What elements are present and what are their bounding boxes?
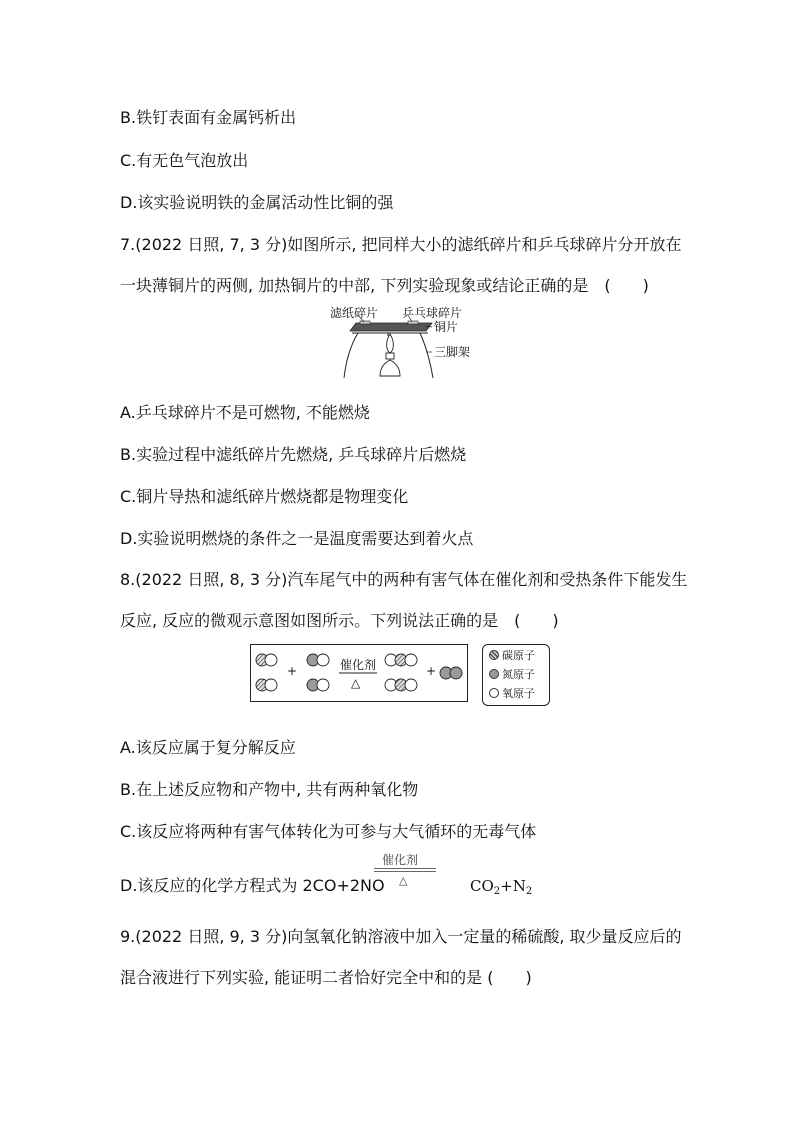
- co-molecule: [256, 654, 277, 691]
- option-c-q6: C.有无色气泡放出: [120, 151, 249, 170]
- question-7-line-1: 7.(2022 日照, 7, 3 分)如图所示, 把同样大小的滤纸碎片和乒乓球碎片分开放在: [120, 235, 682, 254]
- legend-carbon: 碳原子: [489, 649, 535, 663]
- option-b-q7: B.实验过程中滤纸碎片先燃烧, 乒乓球碎片后燃烧: [120, 445, 467, 464]
- equation-catalyst: 催化剂: [382, 853, 419, 867]
- reaction-box: [250, 644, 468, 702]
- carbon-atom-icon: [489, 650, 499, 660]
- question-8-line-1: 8.(2022 日照, 8, 3 分)汽车尾气中的两种有害气体在催化剂和受热条件下能发生: [120, 570, 688, 589]
- equation-products: $CO_2+N_2$: [470, 877, 533, 897]
- legend-box: [482, 644, 550, 706]
- nitrogen-atom-icon: [489, 669, 499, 679]
- equation-line-2: [374, 871, 436, 872]
- figure-q8-reaction-diagram: [250, 644, 550, 706]
- question-9-line-1: 9.(2022 日照, 9, 3 分)向氢氧化钠溶液中加入一定量的稀硫酸, 取少量反应后的: [120, 927, 682, 946]
- label-pingpong: 乒乓球碎片: [402, 306, 463, 320]
- plus-sign-1: +: [287, 664, 298, 678]
- option-a-q8: A.该反应属于复分解反应: [120, 738, 296, 757]
- figure-q7-apparatus: [328, 306, 478, 380]
- label-filter-paper: 滤纸碎片: [330, 306, 379, 320]
- n2-molecule: [440, 667, 462, 679]
- oxygen-atom-icon: [489, 688, 499, 698]
- option-d-q6: D.该实验说明铁的金属活动性比铜的强: [120, 193, 394, 212]
- label-tripod: 三脚架: [434, 345, 471, 359]
- no-molecule: [307, 654, 329, 691]
- legend-nitrogen: 氮原子: [489, 668, 535, 682]
- legend-oxygen: 氧原子: [489, 687, 535, 701]
- equation-heat: △: [399, 874, 408, 887]
- option-c-q8: C.该反应将两种有害气体转化为可参与大气循环的无毒气体: [120, 822, 537, 841]
- question-9-line-2: 混合液进行下列实验, 能证明二者恰好完全中和的是 ( ): [120, 968, 532, 987]
- plus-sign-2: +: [426, 664, 437, 678]
- option-c-q7: C.铜片导热和滤纸碎片燃烧都是物理变化: [120, 487, 409, 506]
- option-b-q6: B.铁钉表面有金属钙析出: [120, 108, 297, 127]
- question-7-line-2: 一块薄铜片的两侧, 加热铜片的中部, 下列实验现象或结论正确的是 ( ): [120, 276, 649, 295]
- question-8-line-2: 反应, 反应的微观示意图如图所示。下列说法正确的是 ( ): [120, 611, 559, 630]
- option-b-q8: B.在上述反应物和产物中, 共有两种氧化物: [120, 780, 419, 799]
- equation-line-1: [374, 868, 436, 869]
- heat-symbol: △: [351, 676, 361, 690]
- co2-molecule: [385, 654, 417, 691]
- option-d-q7: D.实验说明燃烧的条件之一是温度需要达到着火点: [120, 529, 474, 548]
- catalyst-label: 催化剂: [340, 658, 377, 672]
- option-a-q7: A.乒乓球碎片不是可燃物, 不能燃烧: [120, 403, 370, 422]
- option-d-q8: D.该反应的化学方程式为 2CO+2NO: [120, 876, 385, 895]
- label-copper-plate: 铜片: [434, 320, 459, 334]
